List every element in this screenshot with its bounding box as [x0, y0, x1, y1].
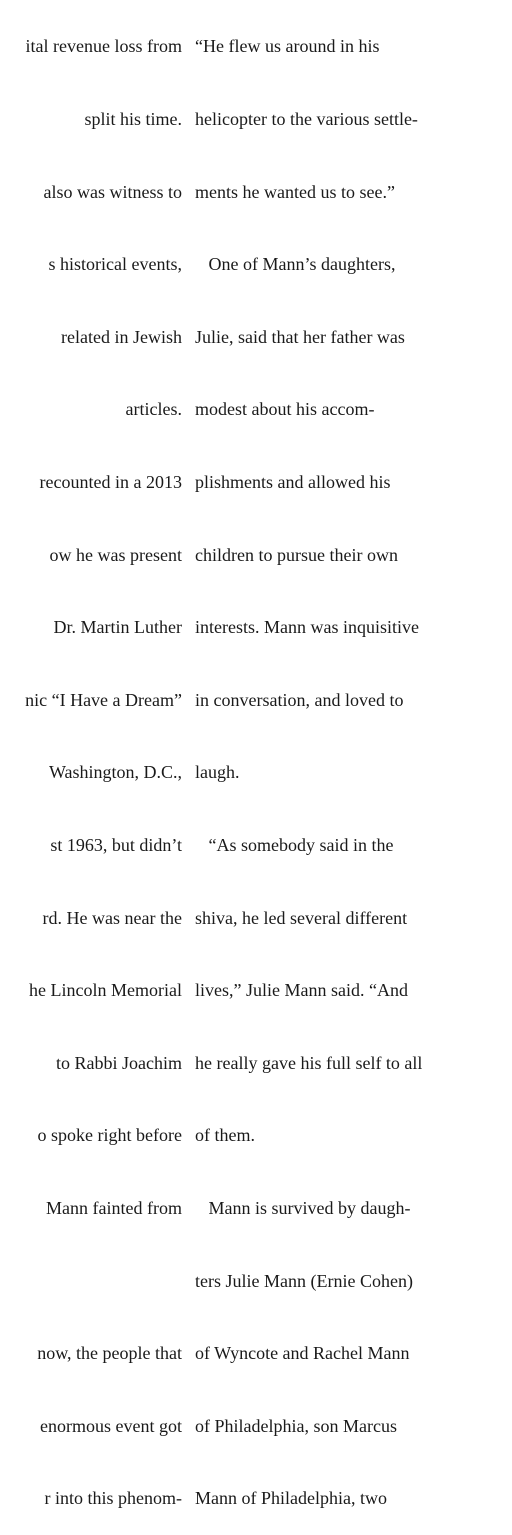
text-line: he Lincoln Memorial [29, 980, 182, 1001]
text-line: enormous event got [40, 1415, 182, 1436]
text-line: articles. [125, 399, 182, 420]
text-line: he really gave his full self to all [195, 1052, 423, 1073]
text-line: Mann fainted from [46, 1197, 182, 1218]
text-line: of Philadelphia, son Marcus [195, 1415, 397, 1436]
text-line: shiva, he led several different [195, 907, 408, 928]
text-line: st 1963, but didn’t [50, 834, 182, 855]
text-line: also was witness to [43, 181, 182, 202]
text-line: “He flew us around in his [195, 36, 380, 57]
text-line: nic “I Have a Dream” [25, 689, 182, 710]
text-line: laugh. [195, 762, 240, 783]
text-line: Dr. Martin Luther [53, 617, 182, 638]
text-line: r into this phenom- [44, 1488, 182, 1509]
text-line: in conversation, and loved to [195, 689, 404, 710]
text-line: of Wyncote and Rachel Mann [195, 1343, 410, 1364]
text-line: rd. He was near the [42, 907, 182, 928]
text-line: related in Jewish [61, 326, 182, 347]
text-line: o spoke right before [37, 1125, 182, 1146]
text-line: to Rabbi Joachim [56, 1052, 182, 1073]
text-line: Mann is survived by daugh- [195, 1197, 411, 1218]
text-line [25, 1269, 182, 1293]
text-line: ments he wanted us to see.” [195, 181, 395, 202]
text-line: One of Mann’s daughters, [195, 254, 396, 275]
text-line: children to pursue their own [195, 544, 398, 565]
text-line: ital revenue loss from [25, 36, 182, 57]
text-line: ow he was present [49, 544, 182, 565]
text-line: interests. Mann was inquisitive [195, 617, 419, 638]
text-line: of them. [195, 1125, 255, 1146]
text-line: Washington, D.C., [48, 762, 182, 783]
text-line: helicopter to the various settle- [195, 109, 418, 129]
article-column-left [25, 0, 182, 1535]
text-line: modest about his accom- [195, 399, 375, 420]
text-line: s historical events, [48, 254, 182, 275]
text-line: lives,” Julie Mann said. “And [195, 980, 408, 1001]
text-line: ters Julie Mann (Ernie Cohen) [195, 1270, 413, 1291]
text-line: plishments and allowed his [195, 471, 391, 492]
text-line: split his time. [84, 109, 182, 129]
text-line: recounted in a 2013 [39, 471, 182, 492]
text-line: Mann of Philadelphia, two [195, 1488, 387, 1509]
text-line: Julie, said that her father was [195, 326, 405, 347]
article-column-right [195, 0, 422, 1535]
text-line: now, the people that [37, 1343, 182, 1364]
text-line: “As somebody said in the [195, 834, 394, 855]
